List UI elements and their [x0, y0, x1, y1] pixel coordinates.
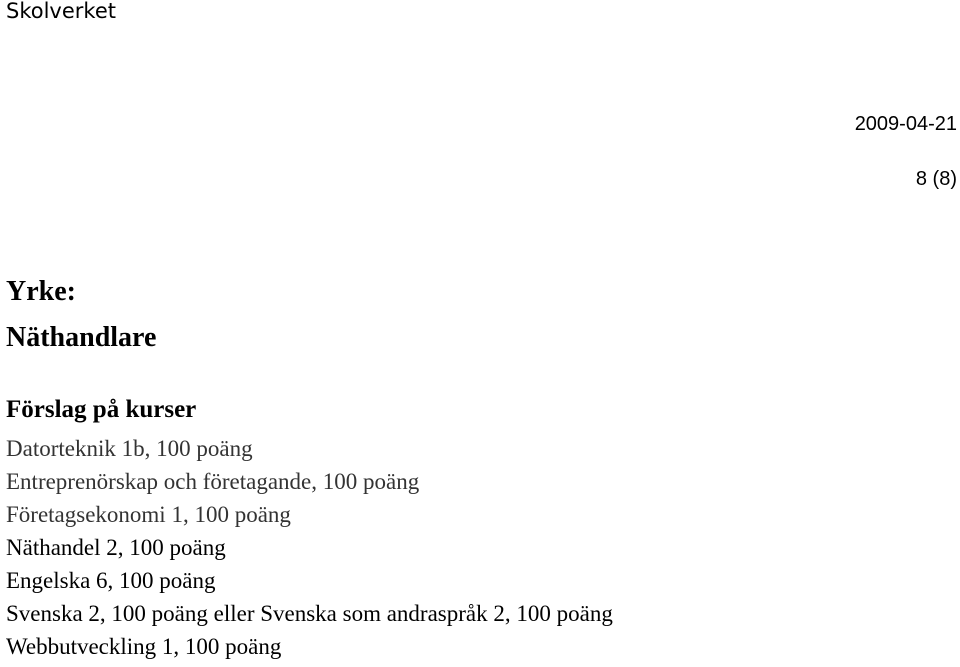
course-item: Svenska 2, 100 poäng eller Svenska som andraspråk 2, 100 poäng: [6, 601, 613, 626]
course-item: Näthandel 2, 100 poäng: [6, 535, 226, 560]
page-number: 8 (8): [915, 168, 957, 190]
course-item: Entreprenörskap och företagande, 100 poäng: [6, 469, 420, 494]
organization-name: Skolverket: [6, 0, 116, 23]
occupation-title: Näthandlare: [6, 322, 157, 353]
course-list: [6, 432, 613, 663]
course-item: Engelska 6, 100 poäng: [6, 568, 216, 593]
occupation-label: Yrke:: [6, 276, 76, 307]
courses-heading: Förslag på kurser: [6, 396, 197, 423]
course-item: Datorteknik 1b, 100 poäng: [6, 436, 253, 461]
course-item: Företagsekonomi 1, 100 poäng: [6, 502, 291, 527]
course-item: Webbutveckling 1, 100 poäng: [6, 634, 282, 659]
document-date: 2009-04-21: [854, 113, 957, 135]
